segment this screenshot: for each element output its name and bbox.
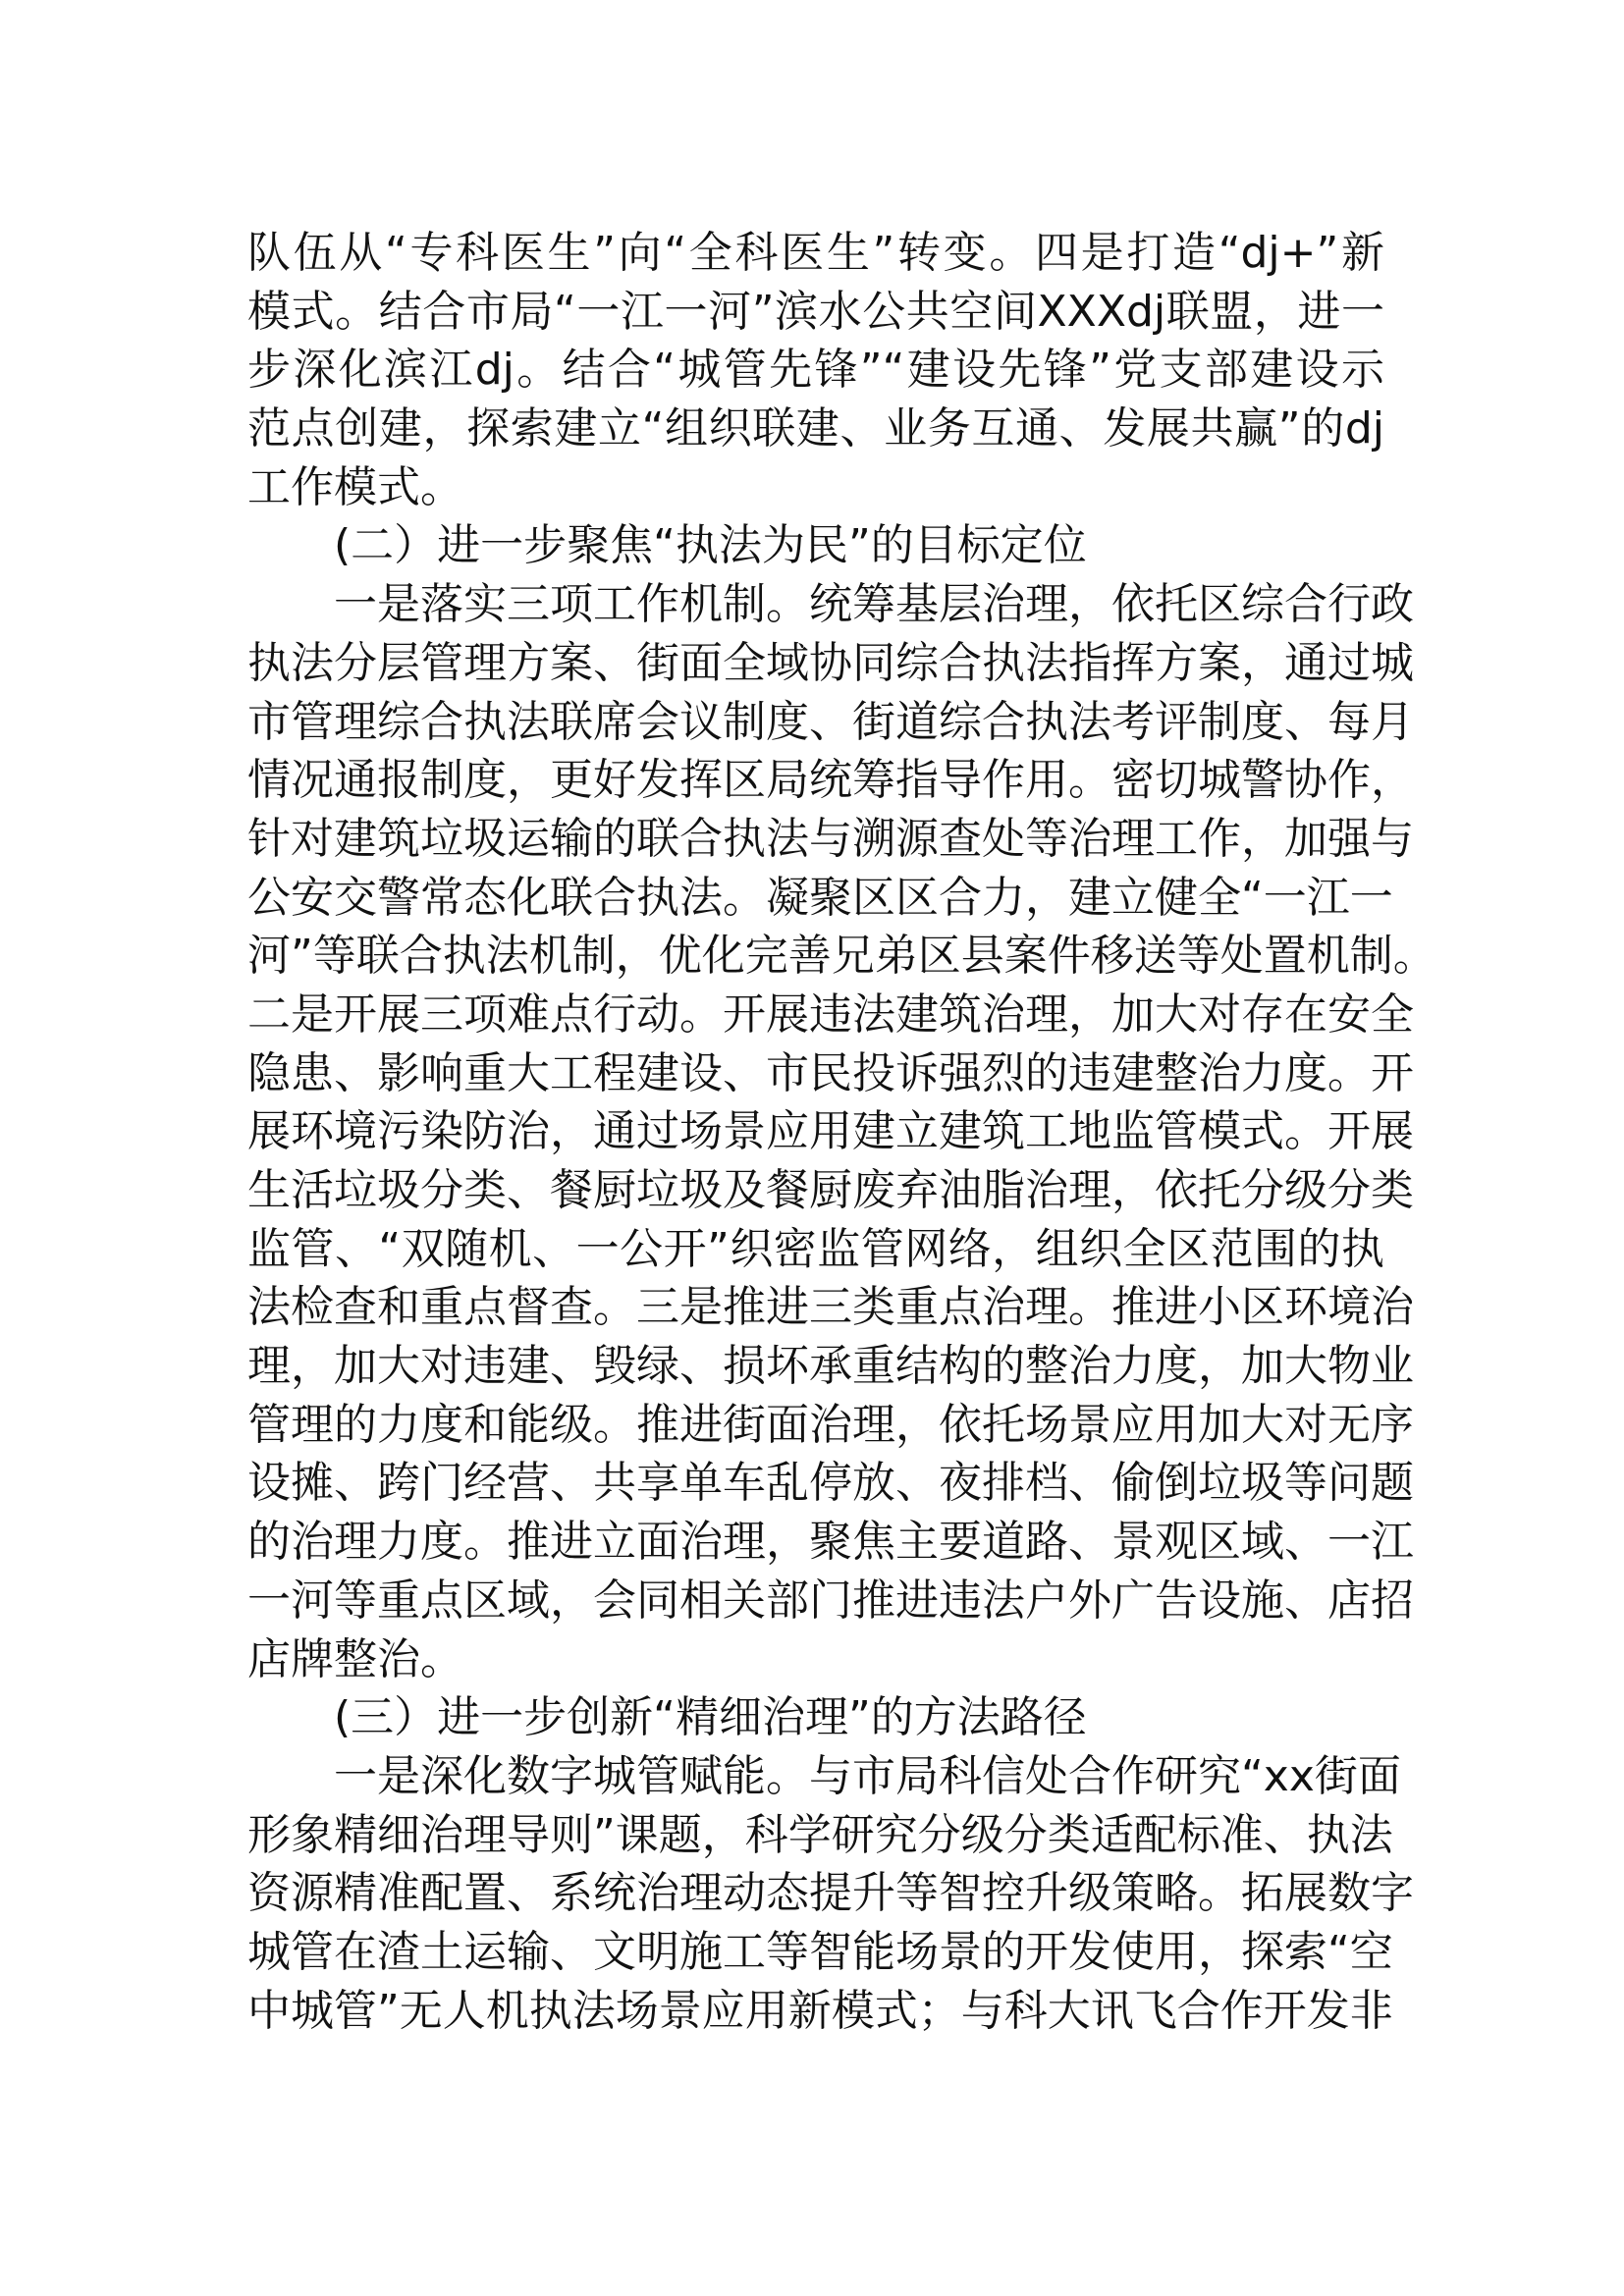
text-line: 执法分层管理方案、街面全域协同综合执法指挥方案，通过城 [247,637,1414,688]
section-heading: (二）进一步聚焦“执法为民”的目标定位 [334,520,1087,571]
text-line: 理，加大对违建、毁绿、损坏承重结构的整治力度，加大物业 [247,1341,1414,1392]
text-line: 公安交警常态化联合执法。凝聚区区合力，建立健全“一江一 [247,872,1393,923]
text-line: 中城管”无人机执法场景应用新模式；与科大讯飞合作开发非 [247,1985,1393,2036]
text-line: 情况通报制度，更好发挥区局统筹指导作用。密切城警协作， [247,755,1414,806]
text-line: 队伍从“专科医生”向“全科医生”转变。四是打造“dj+”新 [247,228,1384,278]
section-heading: (三）进一步创新“精细治理”的方法路径 [334,1692,1087,1743]
text-line: 模式。结合市局“一江一河”滨水公共空间XXXdj联盟，进一 [247,286,1384,337]
text-line: 管理的力度和能级。推进街面治理，依托场景应用加大对无序 [247,1399,1414,1450]
text-line: 监管、“双随机、一公开”织密监管网络，组织全区范围的执 [247,1223,1384,1274]
text-line: 一是深化数字城管赋能。与市局科信处合作研究“xx街面 [334,1750,1401,1801]
text-line: 形象精细治理导则”课题，科学研究分级分类适配标准、执法 [247,1809,1393,1860]
text-line: 展环境污染防治，通过场景应用建立建筑工地监管模式。开展 [247,1106,1414,1157]
text-line: 一河等重点区域，会同相关部门推进违法户外广告设施、店招 [247,1575,1414,1626]
text-line: 生活垃圾分类、餐厨垃圾及餐厨废弃油脂治理，依托分级分类 [247,1165,1414,1215]
text-line: 资源精准配置、系统治理动态提升等智控升级策略。拓展数字 [247,1868,1414,1919]
text-line: 设摊、跨门经营、共享单车乱停放、夜排档、偷倒垃圾等问题 [247,1458,1414,1509]
text-line: 店牌整治。 [247,1633,463,1684]
text-line: 二是开展三项难点行动。开展违法建筑治理，加大对存在安全 [247,988,1414,1040]
text-line: 城管在渣土运输、文明施工等智能场景的开发使用，探索“空 [247,1926,1393,1977]
text-line: 范点创建，探索建立“组织联建、业务互通、发展共赢”的dj [247,403,1384,454]
document-body [247,224,1436,2040]
text-line: 市管理综合执法联席会议制度、街道综合执法考评制度、每月 [247,696,1414,747]
text-line: 针对建筑垃圾运输的联合执法与溯源查处等治理工作，加强与 [247,813,1414,864]
text-line: 的治理力度。推进立面治理，聚焦主要道路、景观区域、一江 [247,1517,1414,1568]
text-line: 一是落实三项工作机制。统筹基层治理，依托区综合行政 [334,579,1414,630]
text-line: 隐患、影响重大工程建设、市民投诉强烈的违建整治力度。开 [247,1047,1414,1098]
text-line: 步深化滨江dj。结合“城管先锋”“建设先锋”党支部建设示 [247,345,1384,396]
text-line: 法检查和重点督查。三是推进三类重点治理。推进小区环境治 [247,1282,1414,1333]
text-line: 河”等联合执法机制，优化完善兄弟区县案件移送等处置机制。 [247,931,1436,982]
text-line: 工作模式。 [247,461,463,512]
